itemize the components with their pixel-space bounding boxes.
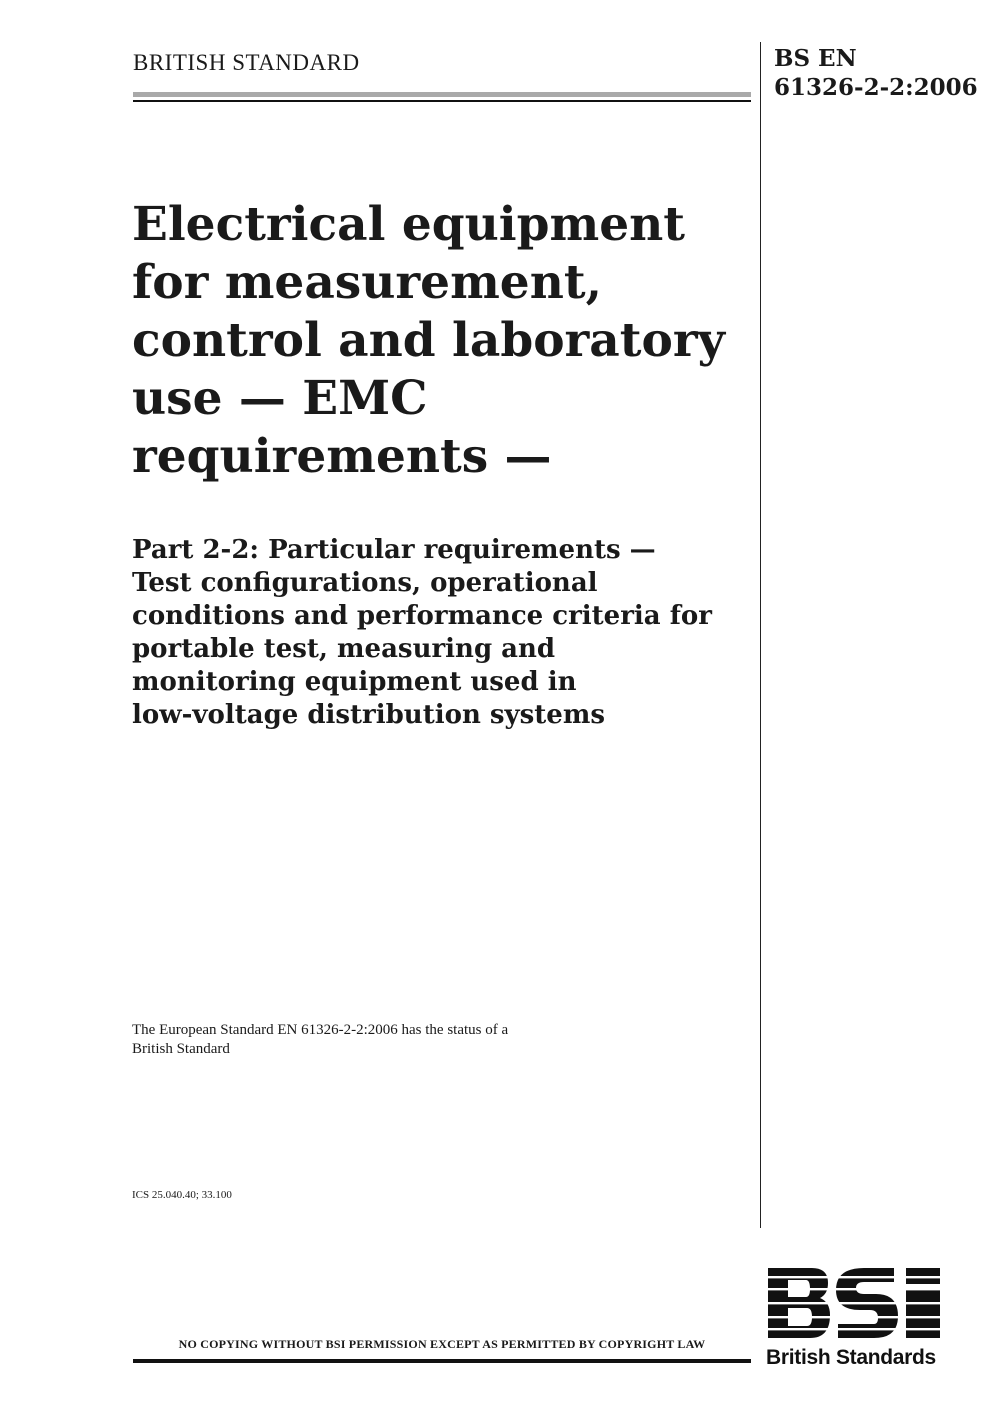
subtitle-line: Test configurations, operational <box>132 568 598 598</box>
bsi-logo-icon <box>766 1264 944 1342</box>
header-rule-gray <box>133 92 751 97</box>
title-line: for measurement, <box>132 255 602 310</box>
standard-number <box>774 44 978 102</box>
subtitle-line: conditions and performance criteria for <box>132 601 712 631</box>
title-line: use — EMC <box>132 371 428 426</box>
copyright-notice: NO COPYING WITHOUT BSI PERMISSION EXCEPT AS PERMITTED BY COPYRIGHT LAW <box>178 1337 706 1351</box>
status-statement <box>132 1021 652 1059</box>
subtitle-line: low-voltage distribution systems <box>132 700 605 730</box>
subtitle-line: Part 2-2: Particular requirements — <box>132 535 656 565</box>
title-line: control and laboratory <box>132 313 725 368</box>
standard-number-line1: BS EN <box>774 45 857 72</box>
header-rule-black <box>133 100 751 102</box>
standard-number-line2: 61326-2-2:2006 <box>774 74 978 101</box>
status-line1: The European Standard EN 61326-2-2:2006 has the status of a <box>132 1022 509 1038</box>
bsi-logo-text: British Standards <box>766 1346 936 1369</box>
subtitle-line: monitoring equipment used in <box>132 667 577 697</box>
document-title <box>132 196 752 486</box>
series-label: BRITISH STANDARD <box>133 50 360 75</box>
vertical-divider <box>760 42 761 1228</box>
subtitle-line: portable test, measuring and <box>132 634 556 664</box>
ics-code: ICS 25.040.40; 33.100 <box>132 1189 232 1201</box>
title-line: Electrical equipment <box>132 197 685 252</box>
status-line2: British Standard <box>132 1041 230 1057</box>
footer-rule <box>133 1359 751 1363</box>
title-line: requirements — <box>132 429 552 484</box>
document-subtitle <box>132 534 757 732</box>
